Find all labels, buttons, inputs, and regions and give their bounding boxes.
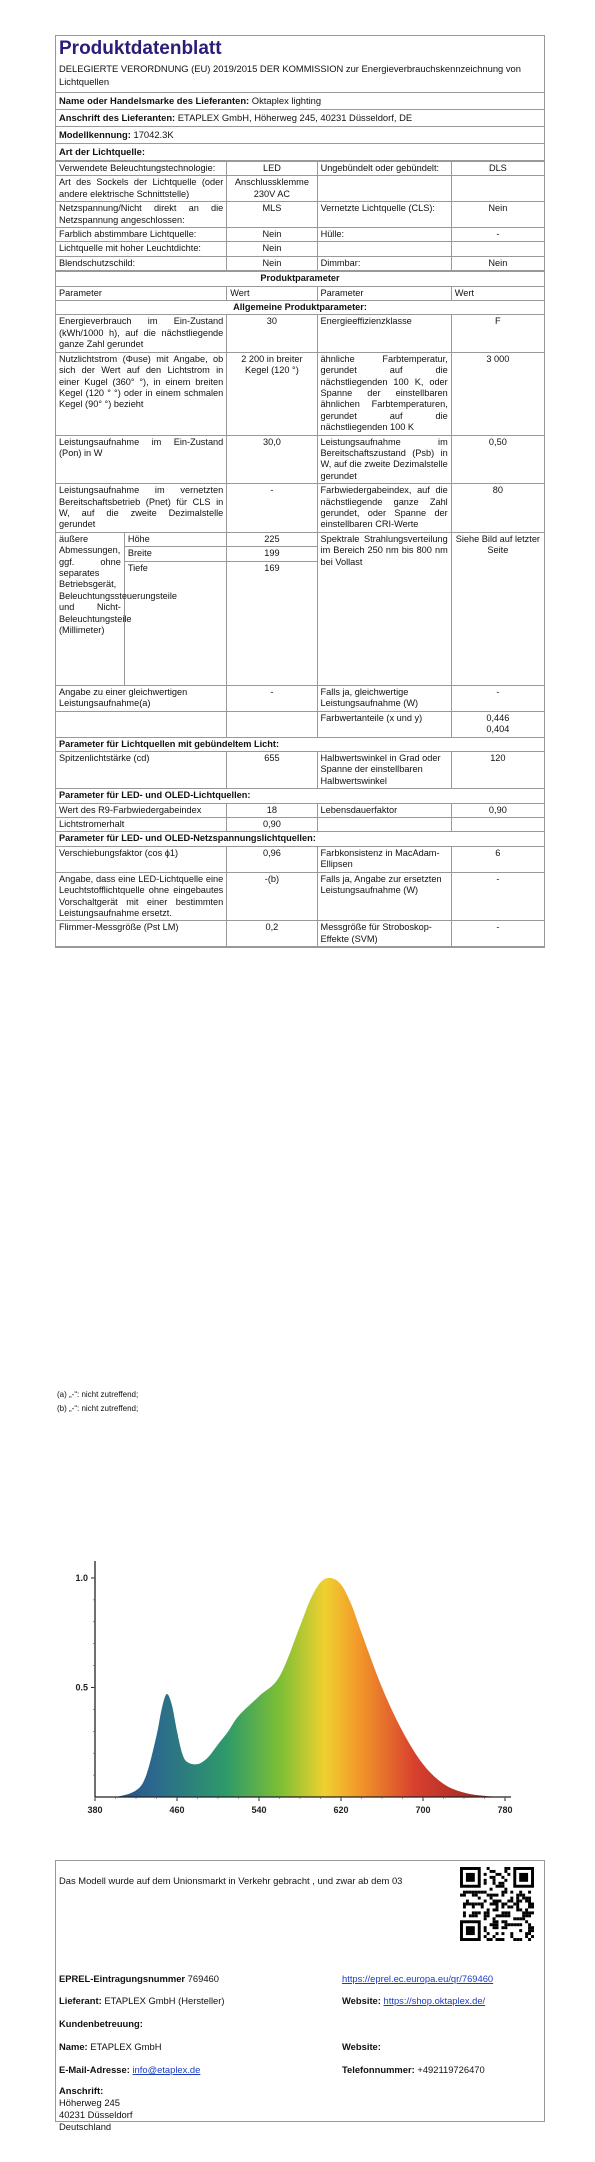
- macadam-value: 6: [451, 846, 544, 872]
- type-row: [56, 242, 544, 256]
- flicker-value: 0,2: [227, 921, 317, 947]
- email-line: [59, 2064, 200, 2075]
- type-cell-v1: Nein: [227, 228, 317, 242]
- param-cell-l2: Leistungsaufnahme im Bereitschaftszustand (Psb) in W, auf die zweite Dezimalstelle gerundet: [317, 435, 451, 484]
- y-tick-label: 0.5: [75, 1682, 88, 1693]
- type-row: [56, 256, 544, 270]
- eprel-value: 769460: [187, 1973, 219, 1984]
- type-cell-l2: [317, 242, 451, 256]
- x-tick-label: 700: [415, 1805, 431, 1815]
- param-cell-l1: Leistungsaufnahme im Ein-Zustand (Pon) in W: [56, 435, 227, 484]
- supplier-line: [59, 1995, 225, 2006]
- param-cell-l1: Leistungsaufnahme im vernetzten Bereitschaftsbetrieb (Pnet) für CLS in W, auf die zweite Dezimalstelle gerundet: [56, 484, 227, 533]
- x-tick-label: 460: [169, 1805, 185, 1815]
- dim-value: 169: [227, 561, 317, 575]
- type-table: [56, 161, 544, 271]
- x-tick-label: 540: [251, 1805, 267, 1815]
- param-cell-v2: 80: [451, 484, 544, 533]
- param-cell-v1: 30,0: [227, 435, 317, 484]
- type-cell-v1: Nein: [227, 256, 317, 270]
- type-cell-l2: Vernetzte Lichtquelle (CLS):: [317, 202, 451, 228]
- type-cell-l2: Hülle:: [317, 228, 451, 242]
- type-cell-v2: [451, 242, 544, 256]
- type-cell-v2: [451, 176, 544, 202]
- dim-value: 199: [227, 547, 317, 561]
- x-tick-label: 380: [87, 1805, 103, 1815]
- col-value-2: Wert: [451, 286, 544, 300]
- model-label: Modellkennung:: [59, 129, 131, 140]
- dim-name: Höhe: [124, 532, 226, 546]
- address-line: Deutschland: [59, 2121, 112, 2132]
- supplier-address-value: ETAPLEX GmbH, Höherweg 245, 40231 Düsseldorf, DE: [177, 112, 413, 123]
- peak-label: Spitzenlichtstärke (cd): [56, 752, 227, 789]
- param-row: [56, 315, 544, 352]
- chroma-y: 0,404: [486, 724, 510, 735]
- type-cell-v1: MLS: [227, 202, 317, 228]
- param-row: [56, 484, 544, 533]
- type-cell-l1: Netzspannung/Nicht direkt an die Netzspannung angeschlossen:: [56, 202, 227, 228]
- email-link[interactable]: info@etaplex.de: [132, 2064, 201, 2075]
- param-cell-l2: ähnliche Farbtemperatur, gerundet auf die nächstliegenden 100 K, oder Spanne der einstellbaren ähnlichen Farbtemperaturen, gerundet auf die nächstliegenden 100 K: [317, 352, 451, 435]
- supplier-name-line: [56, 93, 544, 110]
- supplier-label: Lieferant:: [59, 1995, 102, 2006]
- footnote-a: (a) „-“: nicht zutreffend;: [57, 1390, 139, 1399]
- type-cell-v2: -: [451, 228, 544, 242]
- param-cell-l2: Energieeffizienzklasse: [317, 315, 451, 352]
- equiv-power-label: Falls ja, gleichwertige Leistungsaufnahme (W): [317, 686, 451, 712]
- name-line: [59, 2041, 161, 2052]
- param-cell-v1: 2 200 in breiter Kegel (120 °): [227, 352, 317, 435]
- market-text: Das Modell wurde auf dem Unionsmarkt in Verkehr gebracht , und zwar ab dem 03: [59, 1875, 403, 1886]
- params-title: Produktparameter: [56, 272, 544, 286]
- param-cell-v1: 30: [227, 315, 317, 352]
- eprel-line: [59, 1973, 219, 1984]
- phone-value: +492119726470: [417, 2064, 485, 2075]
- param-cell-v2: 3 000: [451, 352, 544, 435]
- type-row: [56, 176, 544, 202]
- chroma-values: [451, 711, 544, 737]
- service-label: Kundenbetreuung:: [59, 2018, 143, 2029]
- param-row: [56, 435, 544, 484]
- replace-power-label: Falls ja, Angabe zur ersetzten Leistungsaufnahme (W): [317, 872, 451, 921]
- led-heading: Parameter für LED- und OLED-Lichtquellen:: [56, 789, 544, 803]
- eprel-panel: [55, 1860, 545, 2132]
- type-row: [56, 202, 544, 228]
- type-cell-l1: Verwendete Beleuchtungstechnologie:: [56, 162, 227, 176]
- maint-label: Lichtstromerhalt: [56, 818, 227, 832]
- param-cell-l1: Nutzlichtstrom (Φuse) mit Angabe, ob sich der Wert auf den Lichtstrom in einer Kugel (360° °), in einem breiten Kegel (120 ° °) oder in einem schmalen Kegel (90° °) bezieht: [56, 352, 227, 435]
- x-tick-label: 780: [497, 1805, 513, 1815]
- dim-name: Breite: [124, 547, 226, 561]
- x-tick-label: 620: [333, 1805, 349, 1815]
- dim-value: 225: [227, 532, 317, 546]
- y-tick-label: 1.0: [75, 1572, 88, 1583]
- empty-cell: [56, 711, 227, 737]
- spectrum-area: [95, 1578, 505, 1798]
- footnotes: [57, 1388, 138, 1416]
- type-cell-l2: Dimmbar:: [317, 256, 451, 270]
- peak-value: 655: [227, 752, 317, 789]
- col-param-2: Parameter: [317, 286, 451, 300]
- strobo-value: -: [451, 921, 544, 947]
- type-cell-l2: Ungebündelt oder gebündelt:: [317, 162, 451, 176]
- col-value-1: Wert: [227, 286, 317, 300]
- type-cell-v1: Nein: [227, 242, 317, 256]
- pf-value: 0,96: [227, 846, 317, 872]
- website-line: [342, 1995, 485, 2006]
- phone-label: Telefonnummer:: [342, 2064, 415, 2075]
- flicker-label: Flimmer-Messgröße (Pst LM): [56, 921, 227, 947]
- address-label: Anschrift:: [59, 2085, 104, 2096]
- life-value: 0,90: [451, 803, 544, 817]
- beam-value: 120: [451, 752, 544, 789]
- supplier-value: ETAPLEX GmbH (Hersteller): [104, 1995, 225, 2006]
- equiv-power-value: -: [451, 686, 544, 712]
- supplier-name-value: Oktaplex lighting: [251, 95, 322, 106]
- type-cell-v1: LED: [227, 162, 317, 176]
- dimensions-label: äußere Abmessungen, ggf. ohne separates Betriebsgerät, Beleuchtungssteuerungsteile und Nicht-Beleuchtungsteile (Millimeter): [56, 532, 124, 685]
- supplier-name-label: Name oder Handelsmarke des Lieferanten:: [59, 95, 250, 106]
- type-row: [56, 162, 544, 176]
- phone-line: [342, 2064, 485, 2075]
- replace-power-value: -: [451, 872, 544, 921]
- type-cell-l1: Art des Sockels der Lichtquelle (oder andere elektrische Schnittstelle): [56, 176, 227, 202]
- equiv-label: Angabe zu einer gleichwertigen Leistungsaufnahme(a): [56, 686, 227, 712]
- eprel-label: EPREL-Eintragungsnummer: [59, 1973, 186, 1984]
- maint-value: 0,90: [227, 818, 317, 832]
- chroma-x: 0,446: [486, 712, 510, 723]
- param-cell-v2: F: [451, 315, 544, 352]
- type-heading-label: Art der Lichtquelle:: [59, 146, 145, 157]
- address-line: Höherweg 245: [59, 2097, 120, 2108]
- type-cell-l1: Blendschutzschild:: [56, 256, 227, 270]
- type-cell-l1: Farblich abstimmbare Lichtquelle:: [56, 228, 227, 242]
- type-heading: [56, 144, 544, 161]
- empty-cell: [451, 818, 544, 832]
- type-cell-l2: [317, 176, 451, 202]
- model-value: 17042.3K: [133, 129, 174, 140]
- macadam-label: Farbkonsistenz in MacAdam-Ellipsen: [317, 846, 451, 872]
- param-cell-v2: 0,50: [451, 435, 544, 484]
- website2-label: Website:: [342, 2041, 381, 2052]
- r9-label: Wert des R9-Farbwiedergabeindex: [56, 803, 227, 817]
- website-link[interactable]: https://shop.oktaplex.de/: [383, 1995, 486, 2006]
- email-label: E-Mail-Adresse:: [59, 2064, 130, 2075]
- supplier-address-label: Anschrift des Lieferanten:: [59, 112, 176, 123]
- model-line: [56, 127, 544, 144]
- param-cell-l2: Farbwiedergabeindex, auf die nächstliegende ganze Zahl gerundet, oder Spanne der einstellbaren CRI-Werte: [317, 484, 451, 533]
- directional-heading: Parameter für Lichtquellen mit gebündeltem Licht:: [56, 737, 544, 751]
- equiv-value: -: [227, 686, 317, 712]
- spectral-distribution-chart: [55, 1545, 535, 1825]
- mains-heading: Parameter für LED- und OLED-Netzspannungslichtquellen:: [56, 832, 544, 846]
- life-label: Lebensdauerfaktor: [317, 803, 451, 817]
- general-params-heading: Allgemeine Produktparameter:: [56, 301, 544, 315]
- qr-code-icon[interactable]: [460, 1867, 534, 1941]
- type-cell-v2: Nein: [451, 202, 544, 228]
- type-row: [56, 228, 544, 242]
- replace-value: -(b): [227, 872, 317, 921]
- pf-label: Verschiebungsfaktor (cos ϕ1): [56, 846, 227, 872]
- chroma-label: Farbwertanteile (x und y): [317, 711, 451, 737]
- param-cell-v1: -: [227, 484, 317, 533]
- spectral-label: Spektrale Strahlungsverteilung im Bereich 250 nm bis 800 nm bei Vollast: [317, 532, 451, 685]
- footnote-b: (b) „-“: nicht zutreffend;: [57, 1404, 139, 1413]
- supplier-address-line: [56, 110, 544, 127]
- col-param-1: Parameter: [56, 286, 227, 300]
- address-block: [59, 2085, 133, 2133]
- page-title: Produktdatenblatt: [59, 38, 222, 59]
- type-cell-v2: Nein: [451, 256, 544, 270]
- replace-label: Angabe, dass eine LED-Lichtquelle eine Leuchtstofflichtquelle ohne eingebautes Vorschaltgerät mit einer bestimmten Leistungsaufnahme ersetzt.: [56, 872, 227, 921]
- type-cell-v1: Anschlussklemme 230V AC: [227, 176, 317, 202]
- empty-cell: [317, 818, 451, 832]
- name-value: ETAPLEX GmbH: [90, 2041, 162, 2052]
- product-datasheet: [55, 35, 545, 948]
- strobo-label: Messgröße für Stroboskop-Effekte (SVM): [317, 921, 451, 947]
- type-cell-l1: Lichtquelle mit hoher Leuchtdichte:: [56, 242, 227, 256]
- param-row: [56, 352, 544, 435]
- eprel-link[interactable]: https://eprel.ec.europa.eu/qr/769460: [342, 1973, 494, 1984]
- spectral-value: Siehe Bild auf letzter Seite: [451, 532, 544, 685]
- name-label: Name:: [59, 2041, 88, 2052]
- r9-value: 18: [227, 803, 317, 817]
- params-table: [56, 271, 544, 947]
- website-label: Website:: [342, 1995, 381, 2006]
- dim-name: Tiefe: [124, 561, 226, 575]
- dim-spacer: [227, 575, 317, 686]
- type-cell-v2: DLS: [451, 162, 544, 176]
- address-line: 40231 Düsseldorf: [59, 2109, 133, 2120]
- beam-label: Halbwertswinkel in Grad oder Spanne der einstellbaren Halbwertswinkel: [317, 752, 451, 789]
- empty-cell: [227, 711, 317, 737]
- regulation-text: DELEGIERTE VERORDNUNG (EU) 2019/2015 DER KOMMISSION zur Energieverbrauchskennzeichnung von Lichtquellen: [56, 63, 544, 93]
- param-cell-l1: Energieverbrauch im Ein-Zustand (kWh/1000 h), auf die nächstliegende ganze Zahl gerundet: [56, 315, 227, 352]
